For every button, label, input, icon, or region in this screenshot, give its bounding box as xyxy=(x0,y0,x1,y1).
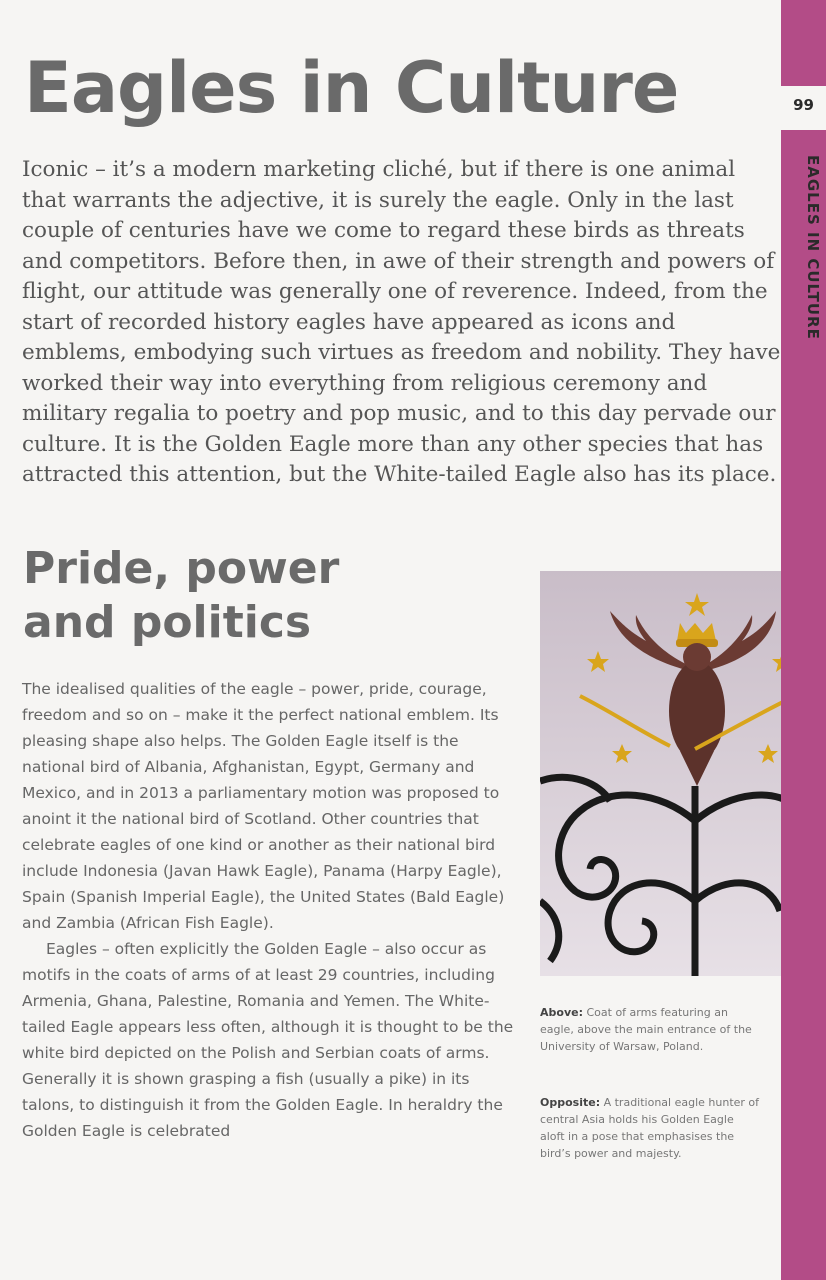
caption-opposite xyxy=(540,1094,760,1162)
caption-above-label: Above: xyxy=(540,1006,583,1019)
eagle-gate-illustration xyxy=(540,571,781,976)
section-label: EAGLES IN CULTURE xyxy=(804,155,822,340)
page-title: Eagles in Culture xyxy=(24,47,679,129)
section-heading-line-2: and politics xyxy=(23,597,312,648)
body-paragraph-2: Eagles – often explicitly the Golden Eagle – also occur as motifs in the coats of arms of at least 29 countries, including Armenia, Ghana, Palestine, Romania and Yemen. The White-tailed Eagle appears less often, although it is thought to be the white bird depicted on the Polish and Serbian coats of arms. Generally it is shown grasping a fish (usually a pike) in its talons, to distinguish it from the Golden Eagle. In heraldry the Golden Eagle is celebrated xyxy=(22,940,514,1140)
section-heading-line-1: Pride, power xyxy=(23,543,340,594)
coat-of-arms-photo xyxy=(540,571,781,976)
body-paragraph-1: The idealised qualities of the eagle – power, pride, courage, freedom and so on – make it the perfect national emblem. Its pleasing shape also helps. The Golden Eagle itself is the national bird of Albania, Afghanistan, Egypt, Germany and Mexico, and in 2013 a parliamentary motion was proposed to anoint it the national bird of Scotland. Other countries that celebrate eagles of one kind or another as their national bird include Indonesia (Javan Hawk Eagle), Panama (Harpy Eagle), Spain (Spanish Imperial Eagle), the United States (Bald Eagle) and Zambia (African Fish Eagle). xyxy=(22,680,505,932)
section-heading xyxy=(23,542,339,650)
body-text xyxy=(22,676,522,1144)
caption-opposite-label: Opposite: xyxy=(540,1096,601,1109)
caption-opposite-text: A traditional eagle hunter of central Asia holds his Golden Eagle aloft in a pose that emphasises the bird’s power and majesty. xyxy=(540,1096,760,1160)
caption-above xyxy=(540,1004,760,1055)
intro-paragraph: Iconic – it’s a modern marketing cliché, but if there is one animal that warrants the adjective, it is surely the eagle. Only in the last couple of centuries have we come to regard these birds as threats and competitors. Before then, in awe of their strength and powers of flight, our attitude was generally one of reverence. Indeed, from the start of recorded history eagles have appeared as icons and emblems, embodying such virtues as freedom and nobility. They have worked their way into everything from religious ceremony and military regalia to poetry and pop music, and to this day pervade our culture. It is the Golden Eagle more than any other species that has attracted this attention, but the White-tailed Eagle also has its place. xyxy=(22,157,781,487)
page-number: 99 xyxy=(793,96,814,114)
caption-above-text: Coat of arms featuring an eagle, above the main entrance of the University of Warsaw, Poland. xyxy=(540,1006,752,1053)
